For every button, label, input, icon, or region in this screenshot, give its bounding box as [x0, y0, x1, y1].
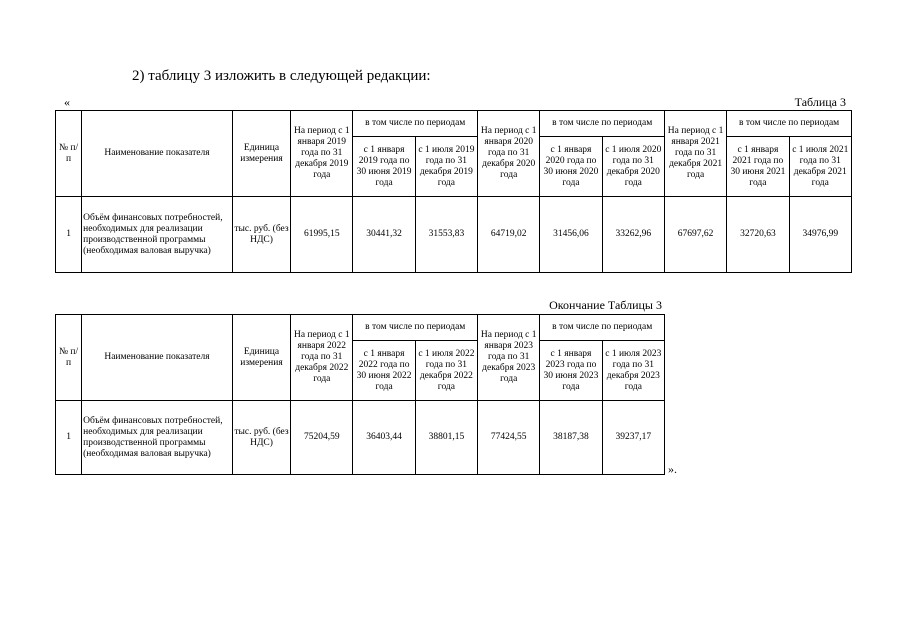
table-row: [56, 197, 852, 273]
header-period-2019: На период с 1 января 2019 года по 31 декабря 2019 года: [291, 111, 353, 197]
row-num: 1: [56, 401, 82, 475]
value-2019-total: 61995,15: [291, 197, 353, 273]
row-unit: тыс. руб. (без НДС): [232, 401, 290, 475]
header-2020-h2: с 1 июля 2020 года по 31 декабря 2020 года: [602, 137, 664, 197]
header-2023-h2: с 1 июля 2023 года по 31 декабря 2023 года: [602, 341, 664, 401]
header-subgroup-2021: в том числе по периодам: [727, 111, 852, 137]
value-2020-total: 64719,02: [478, 197, 540, 273]
value-2022-total: 75204,59: [291, 401, 353, 475]
value-2023-h2: 39237,17: [602, 401, 664, 475]
value-2021-h2: 34976,99: [789, 197, 851, 273]
header-unit: Единица измерения: [232, 111, 290, 197]
value-2022-h1: 36403,44: [353, 401, 415, 475]
header-period-2020: На период с 1 января 2020 года по 31 декабря 2020 года: [478, 111, 540, 197]
header-2021-h2: с 1 июля 2021 года по 31 декабря 2021 года: [789, 137, 851, 197]
header-subgroup-2019: в том числе по периодам: [353, 111, 478, 137]
header-2019-h1: с 1 января 2019 года по 30 июня 2019 года: [353, 137, 415, 197]
row-name: Объём финансовых потребностей, необходимых для реализации производственной программы (необходимая валовая выручка): [82, 197, 233, 273]
value-2020-h2: 33262,96: [602, 197, 664, 273]
table-3-end-caption: Окончание Таблицы 3: [549, 298, 662, 312]
row-unit: тыс. руб. (без НДС): [232, 197, 290, 273]
value-2019-h2: 31553,83: [415, 197, 477, 273]
table-row: [56, 401, 665, 475]
header-2022-h2: с 1 июля 2022 года по 31 декабря 2022 года: [415, 341, 477, 401]
header-unit: Единица измерения: [232, 315, 290, 401]
header-num: № п/п: [56, 111, 82, 197]
header-2020-h1: с 1 января 2020 года по 30 июня 2020 года: [540, 137, 602, 197]
header-name: Наименование показателя: [82, 111, 233, 197]
header-period-2023: На период с 1 января 2023 года по 31 декабря 2023 года: [478, 315, 540, 401]
value-2023-h1: 38187,38: [540, 401, 602, 475]
header-2019-h2: с 1 июля 2019 года по 31 декабря 2019 года: [415, 137, 477, 197]
value-2023-total: 77424,55: [478, 401, 540, 475]
header-subgroup-2022: в том числе по периодам: [353, 315, 478, 341]
value-2021-h1: 32720,63: [727, 197, 789, 273]
row-num: 1: [56, 197, 82, 273]
header-period-2022: На период с 1 января 2022 года по 31 декабря 2022 года: [291, 315, 353, 401]
closing-quote-mark: ».: [668, 462, 677, 476]
header-period-2021: На период с 1 января 2021 года по 31 декабря 2021 года: [664, 111, 726, 197]
table-3-caption: Таблица 3: [794, 95, 846, 109]
value-2021-total: 67697,62: [664, 197, 726, 273]
header-2021-h1: с 1 января 2021 года по 30 июня 2021 года: [727, 137, 789, 197]
table-3-part-2: [55, 314, 665, 475]
header-num: № п/п: [56, 315, 82, 401]
header-name: Наименование показателя: [82, 315, 233, 401]
opening-quote-mark: «: [64, 95, 70, 109]
row-name: Объём финансовых потребностей, необходимых для реализации производственной программы (необходимая валовая выручка): [82, 401, 233, 475]
header-2022-h1: с 1 января 2022 года по 30 июня 2022 года: [353, 341, 415, 401]
header-subgroup-2023: в том числе по периодам: [540, 315, 665, 341]
value-2022-h2: 38801,15: [415, 401, 477, 475]
value-2019-h1: 30441,32: [353, 197, 415, 273]
header-subgroup-2020: в том числе по периодам: [540, 111, 665, 137]
amendment-heading: 2) таблицу 3 изложить в следующей редакции:: [132, 68, 431, 84]
header-2023-h1: с 1 января 2023 года по 30 июня 2023 года: [540, 341, 602, 401]
table-3-part-1: [55, 110, 852, 273]
value-2020-h1: 31456,06: [540, 197, 602, 273]
